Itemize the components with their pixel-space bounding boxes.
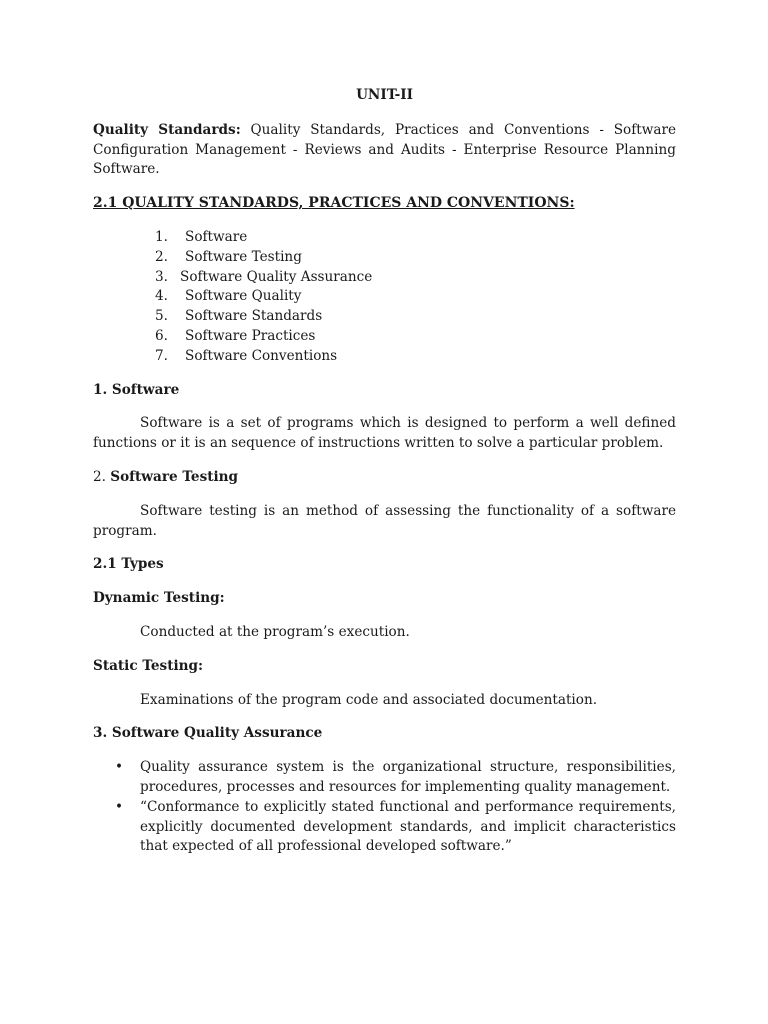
list-item <box>93 347 676 367</box>
list-item <box>93 758 676 798</box>
testing-heading-text: Software Testing <box>110 468 239 485</box>
list-item-number: 7. <box>155 347 168 364</box>
list-item-number: 1. <box>155 228 168 245</box>
list-item-text: Software Quality Assurance <box>180 268 373 285</box>
intro-text: Quality Standards, Practices and Conventions - Software Configuration Management - Reviews and Audits - Enterprise Resource Planning Software. <box>93 121 676 178</box>
software-body: Software is a set of programs which is designed to perform a well defined functions or it is an sequence of instructions written to solve a particular problem. <box>93 415 676 452</box>
bullet-text: “Conformance to explicitly stated functional and performance requirements, explicitly documented development standards, and implicit characteristics that expected of all professional developed software.” <box>140 798 676 855</box>
list-item-number: 6. <box>155 327 168 344</box>
unit-title: UNIT-II <box>356 87 413 103</box>
types-heading: 2.1 Types <box>93 556 164 573</box>
list-item <box>93 287 676 307</box>
list-item-text: Software <box>185 228 248 245</box>
list-item-number: 3. <box>155 268 168 285</box>
dynamic-testing-body: Conducted at the program’s execution. <box>140 623 410 640</box>
testing-heading <box>93 468 676 488</box>
list-item <box>93 327 676 347</box>
list-item-number: 5. <box>155 308 168 325</box>
list-item-number: 2. <box>155 248 168 265</box>
list-item-text: Software Quality <box>185 288 302 305</box>
list-item-text: Software Practices <box>185 327 316 344</box>
bullet-icon: • <box>115 798 124 815</box>
intro-label: Quality Standards: <box>93 121 241 138</box>
bullet-icon: • <box>115 759 124 776</box>
software-heading: 1. Software <box>93 381 180 398</box>
list-item <box>93 307 676 327</box>
static-testing-body: Examinations of the program code and associated documentation. <box>140 691 598 708</box>
sqa-bullet-list <box>93 758 676 857</box>
list-item <box>93 798 676 857</box>
bullet-text: Quality assurance system is the organizational structure, responsibilities, procedures, processes and resources for implementing quality management. <box>140 759 676 795</box>
list-item-text: Software Conventions <box>185 347 338 364</box>
section-heading: 2.1 QUALITY STANDARDS, PRACTICES AND CONVENTIONS: <box>93 195 575 212</box>
testing-heading-number: 2. <box>93 468 111 485</box>
list-item-text: Software Testing <box>185 248 302 265</box>
list-item-text: Software Standards <box>185 308 323 325</box>
dynamic-testing-label: Dynamic Testing: <box>93 590 225 607</box>
list-item <box>93 228 676 248</box>
sqa-heading: 3. Software Quality Assurance <box>93 725 323 742</box>
list-item-number: 4. <box>155 288 168 305</box>
list-item <box>93 268 676 288</box>
static-testing-label: Static Testing: <box>93 657 204 674</box>
testing-body: Software testing is an method of assessing the functionality of a software program. <box>93 502 676 539</box>
intro-paragraph <box>93 121 676 180</box>
document-page <box>93 86 676 857</box>
topic-list <box>93 228 676 367</box>
list-item <box>93 248 676 268</box>
